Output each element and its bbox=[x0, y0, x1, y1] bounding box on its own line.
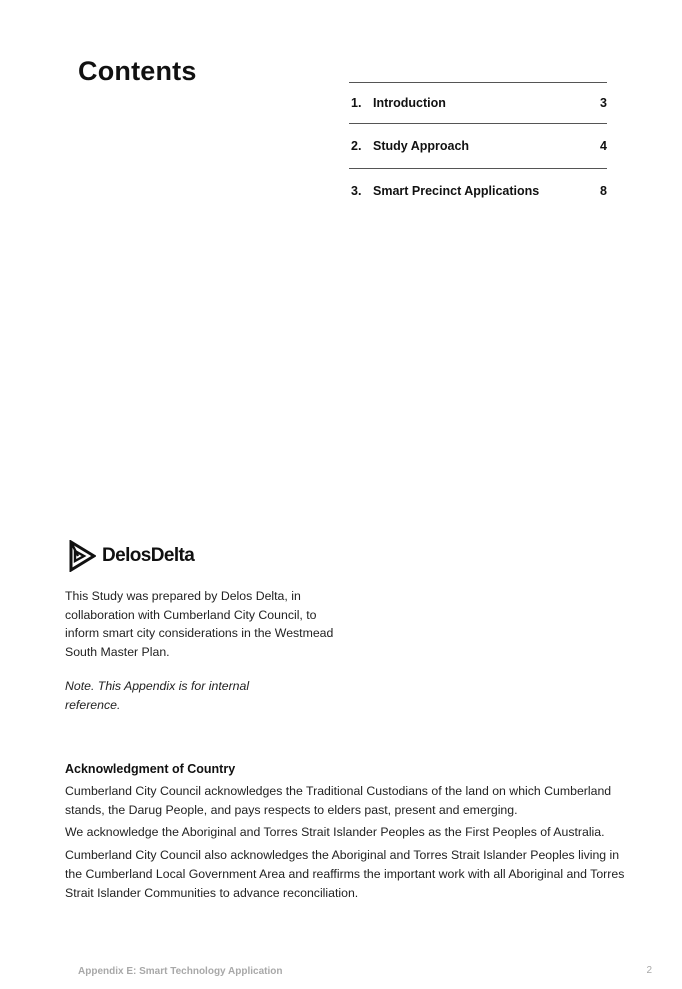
delos-delta-logo-icon bbox=[68, 540, 96, 572]
prepared-by-text: This Study was prepared by Delos Delta, in collaboration with Cumberland City Council, to inform smart city considerations in the Westmead South Master Plan. bbox=[65, 589, 334, 660]
acknowledgment-paragraph: Cumberland City Council acknowledges the Traditional Custodians of the land on which Cumberland stands, the Darug People, and pays respects to elders past, present and emerging. bbox=[65, 784, 612, 817]
toc-entry-introduction[interactable] bbox=[349, 82, 607, 123]
toc-entry-label: Study Approach bbox=[373, 139, 470, 153]
toc-entry-study-approach[interactable] bbox=[349, 123, 607, 168]
acknowledgment-body bbox=[65, 782, 635, 906]
toc-entry-page: 3 bbox=[600, 96, 607, 110]
footer-page-number: 2 bbox=[646, 965, 652, 976]
acknowledgment-heading: Acknowledgment of Country bbox=[65, 762, 236, 776]
toc-entry-label: Introduction bbox=[373, 96, 446, 110]
toc-entry-page: 8 bbox=[600, 184, 607, 198]
toc-entry-page: 4 bbox=[600, 139, 607, 153]
toc-entry-smart-precinct-applications[interactable] bbox=[349, 168, 607, 213]
logo-text: DelosDelta bbox=[102, 545, 195, 566]
toc-entry-number: 1. bbox=[351, 96, 362, 110]
footer-title: Appendix E: Smart Technology Application bbox=[78, 966, 283, 977]
page-title: Contents bbox=[78, 56, 197, 86]
table-of-contents bbox=[349, 82, 607, 213]
delos-delta-logo bbox=[68, 540, 194, 572]
toc-entry-label: Smart Precinct Applications bbox=[373, 184, 540, 198]
acknowledgment-paragraph: Cumberland City Council also acknowledges the Aboriginal and Torres Strait Islander Peoples living in the Cumberland Local Government Area and reaffirms the important work with all Aboriginal and Torres Strait Islander Communities to advance reconciliation. bbox=[65, 848, 625, 900]
acknowledgment-paragraph: We acknowledge the Aboriginal and Torres Strait Islander Peoples as the First Peoples of Australia. bbox=[65, 825, 605, 840]
toc-entry-number: 2. bbox=[351, 139, 362, 153]
toc-entry-number: 3. bbox=[351, 184, 362, 198]
internal-note: Note. This Appendix is for internal reference. bbox=[65, 679, 250, 712]
